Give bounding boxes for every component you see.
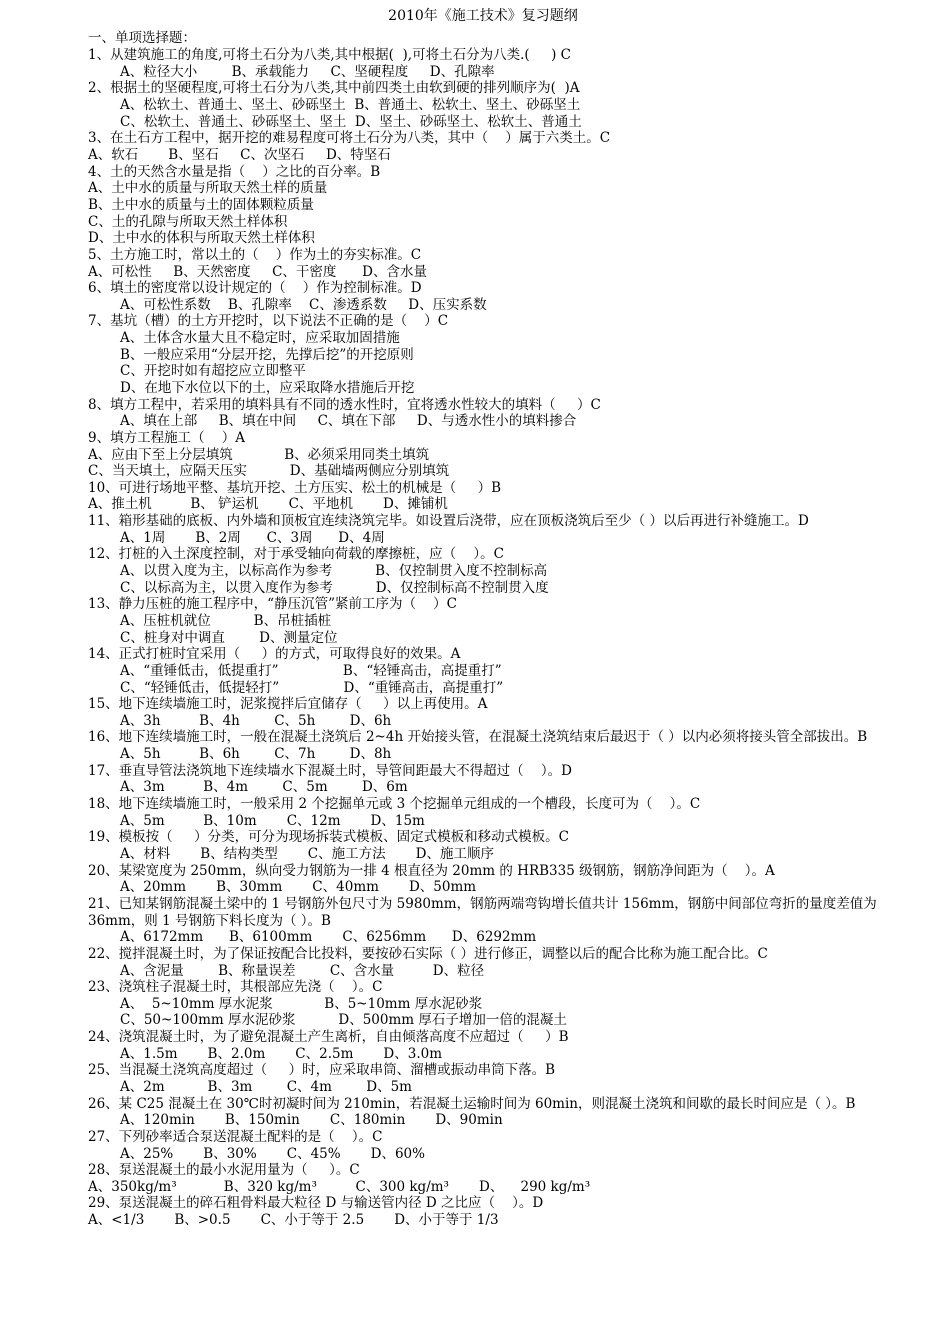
answer-options-line: A、填在上部 B、填在中间 C、填在下部 D、与透水性小的填料掺合 xyxy=(120,413,577,430)
question-line: D、土中水的体积与所取天然土样体积 xyxy=(88,230,315,247)
question-line: 29、泵送混凝土的碎石粗骨料最大粒径 D 与输送管内径 D 之比应（ ）。D xyxy=(88,1195,544,1212)
answer-options-line: A、20mm B、30mm C、40mm D、50mm xyxy=(120,879,477,896)
question-line: B、土中水的质量与土的固体颗粒质量 xyxy=(88,196,314,213)
question-line: A、可松性 B、天然密度 C、干密度 D、含水量 xyxy=(88,263,427,280)
question-line: A、推土机 B、 铲运机 C、平地机 D、摊铺机 xyxy=(88,496,448,513)
answer-options-line: A、“重锤低击，低提重打” B、“轻锤高击，高提重打” xyxy=(120,662,502,679)
document-page xyxy=(88,6,878,1229)
question-line: 23、浇筑柱子混凝土时，其根部应先浇（ ）。C xyxy=(88,979,383,996)
answer-options-line: A、 5~10mm 厚水泥浆 B、5~10mm 厚水泥砂浆 xyxy=(120,995,483,1012)
question-line: A、软石 B、坚石 C、次坚石 D、特坚石 xyxy=(88,147,391,164)
answer-options-line: A、松软土、普通土、坚土、砂砾坚土 B、普通土、松软土、坚土、砂砾坚土 xyxy=(120,97,581,114)
question-line: 14、正式打桩时宜采用（ ）的方式，可取得良好的效果。A xyxy=(88,646,461,663)
answer-options-line: A、1.5m B、2.0m C、2.5m D、3.0m xyxy=(120,1045,443,1062)
question-line: 8、填方工程中，若采用的填料具有不同的透水性时，宜将透水性较大的填料（ ）C xyxy=(88,396,601,413)
question-line: 2、根据土的坚硬程度,可将土石分为八类,其中前四类土由软到硬的排列顺序为( )A xyxy=(88,80,580,97)
question-line: A、<1/3 B、>0.5 C、小于等于 2.5 D、小于等于 1/3 xyxy=(88,1212,499,1229)
answer-options-line: A、可松性系数 B、孔隙率 C、渗透系数 D、压实系数 xyxy=(120,296,487,313)
question-line: 22、搅拌混凝土时，为了保证按配合比投料，要按砂石实际（ ）进行修正，调整以后的配合比称为施工配合比。C xyxy=(88,945,768,962)
answer-options-line: A、5m B、10m C、12m D、15m xyxy=(120,812,425,829)
answer-options-line: C、松软土、普通土、砂砾坚土、坚土 D、坚土、砂砾坚土、松软土、普通土 xyxy=(120,113,582,130)
question-line: A、土中水的质量与所取天然土样的质量 xyxy=(88,180,328,197)
answer-options-line: A、1周 B、2周 C、3周 D、4周 xyxy=(120,529,385,546)
question-line: 15、地下连续墙施工时，泥浆搅拌后宜储存（ ）以上再使用。A xyxy=(88,696,488,713)
question-line: 9、填方工程施工（ ）A xyxy=(88,429,246,446)
question-line: 17、垂直导管法浇筑地下连续墙水下混凝土时，导管间距最大不得超过（ ）。D xyxy=(88,762,572,779)
answer-options-line: C、“轻锤低击，低提轻打” D、“重锤高击，高提重打” xyxy=(120,679,504,696)
answer-options-line: D、在地下水位以下的土，应采取降水措施后开挖 xyxy=(120,380,415,396)
question-line: 13、静力压桩的施工程序中，“静压沉管”紧前工序为（ ）C xyxy=(88,596,457,613)
answer-options-line: A、含泥量 B、称量误差 C、含水量 D、粒径 xyxy=(120,962,485,979)
answer-options-line: A、2m B、3m C、4m D、5m xyxy=(120,1078,412,1095)
question-line: 21、已知某钢筋混凝土梁中的 1 号钢筋外包尺寸为 5980mm，钢筋两端弯钩增长值共计 156mm，钢筋中间部位弯折的量度差值为 36mm，则 1 号钢筋下料长度为（ ）。B xyxy=(88,895,877,929)
answer-options-line: C、桩身对中调直 D、测量定位 xyxy=(120,629,338,646)
question-line: 10、可进行场地平整、基坑开挖、土方压实、松土的机械是（ ）B xyxy=(88,479,502,496)
answer-options-line: C、以标高为主，以贯入度作为参考 D、仅控制标高不控制贯入度 xyxy=(120,579,549,596)
question-line: 20、某梁宽度为 250mm，纵向受力钢筋为一排 4 根直径为 20mm 的 HRB335 级钢筋，钢筋净间距为（ ）。A xyxy=(88,862,775,879)
question-line: 5、土方施工时，常以土的（ ）作为土的夯实标准。C xyxy=(88,246,422,263)
question-line: 24、浇筑混凝土时，为了避免混凝土产生离析，自由倾落高度不应超过（ ）B xyxy=(88,1029,569,1046)
question-line: 27、下列砂率适合泵送混凝土配料的是（ ）。C xyxy=(88,1128,383,1145)
question-line: 1、从建筑施工的角度,可将土石分为八类,其中根据( ),可将土石分为八类.( ) C xyxy=(88,47,571,64)
answer-options-line: C、50~100mm 厚水泥砂浆 D、500mm 厚石子增加一倍的混凝土 xyxy=(120,1012,567,1029)
question-line: 16、地下连续墙施工时，一般在混凝土浇筑后 2~4h 开始接头管，在混凝土浇筑结束后最迟于（ ）以内必须将接头管全部拔出。B xyxy=(88,729,868,746)
answer-options-line: A、6172mm B、6100mm C、6256mm D、6292mm xyxy=(120,929,537,946)
answer-options-line: A、120min B、150min C、180min D、90min xyxy=(120,1112,503,1129)
question-line: C、土的孔隙与所取天然土样体积 xyxy=(88,213,288,230)
question-line: 3、在土石方工程中，据开挖的难易程度可将土石分为八类，其中（ ）属于六类土。C xyxy=(88,130,611,147)
answer-options-line: A、3m B、4m C、5m D、6m xyxy=(120,779,408,796)
question-line: 12、打桩的入土深度控制，对于承受轴向荷载的摩擦桩，应（ ）。C xyxy=(88,546,504,563)
answer-options-line: A、粒径大小 B、承载能力 C、坚硬程度 D、孔隙率 xyxy=(120,63,495,80)
question-line: 28、泵送混凝土的最小水泥用量为（ ）。C xyxy=(88,1162,360,1179)
question-line: C、当天填土，应隔天压实 D、基础墙两侧应分别填筑 xyxy=(88,463,450,480)
question-line: 6、填土的密度常以设计规定的（ ）作为控制标准。D xyxy=(88,280,422,297)
question-line: 11、箱形基础的底板、内外墙和顶板宜连续浇筑完毕。如设置后浇带，应在顶板浇筑后至少（ ）以后再进行补缝施工。D xyxy=(88,513,809,530)
question-line: 7、基坑（槽）的土方开挖时，以下说法不正确的是（ ）C xyxy=(88,313,449,330)
answer-options-line: B、一般应采用“分层开挖，先撑后挖”的开挖原则 xyxy=(120,346,414,363)
question-line: 4、土的天然含水量是指（ ）之比的百分率。B xyxy=(88,163,381,180)
question-line: 18、地下连续墙施工时，一般采用 2 个挖掘单元或 3 个挖掘单元组成的一个槽段，长度可为（ ）。C xyxy=(88,796,701,813)
answer-options-line: A、3h B、4h C、5h D、6h xyxy=(120,712,392,729)
answer-options-line: A、压桩机就位 B、吊桩插桩 xyxy=(120,612,332,629)
question-line: 26、某 C25 混凝土在 30℃时初凝时间为 210min，若混凝土运输时间为 60min，则混凝土浇筑和间歇的最长时间应是（ ）。B xyxy=(88,1095,856,1112)
question-line: 19、模板按（ ）分类，可分为现场拆装式模板、固定式模板和移动式模板。C xyxy=(88,829,569,846)
answer-options-line: A、以贯入度为主，以标高作为参考 B、仅控制贯入度不控制标高 xyxy=(120,563,548,580)
answer-options-line: C、开挖时如有超挖应立即整平 xyxy=(120,363,306,380)
answer-options-line: A、5h B、6h C、7h D、8h xyxy=(120,746,392,763)
answer-options-line: A、25% B、30% C、45% D、60% xyxy=(120,1145,425,1162)
question-line: 25、当混凝土浇筑高度超过（ ）时，应采取串筒、溜槽或振动串筒下落。B xyxy=(88,1062,556,1079)
answer-options-line: A、土体含水量大且不稳定时，应采取加固措施 xyxy=(120,330,400,347)
question-line: A、应由下至上分层填筑 B、必须采用同类土填筑 xyxy=(88,446,430,463)
document-title: 2010年《施工技术》复习题纲 xyxy=(388,8,578,24)
answer-options-line: A、材料 B、结构类型 C、施工方法 D、施工顺序 xyxy=(120,845,494,862)
question-line: A、350kg/m³ B、320 kg/m³ C、300 kg/m³ D、 290 kg/m³ xyxy=(88,1178,591,1195)
section-heading: 一、单项选择题： xyxy=(88,30,196,46)
question-list xyxy=(88,47,878,1229)
